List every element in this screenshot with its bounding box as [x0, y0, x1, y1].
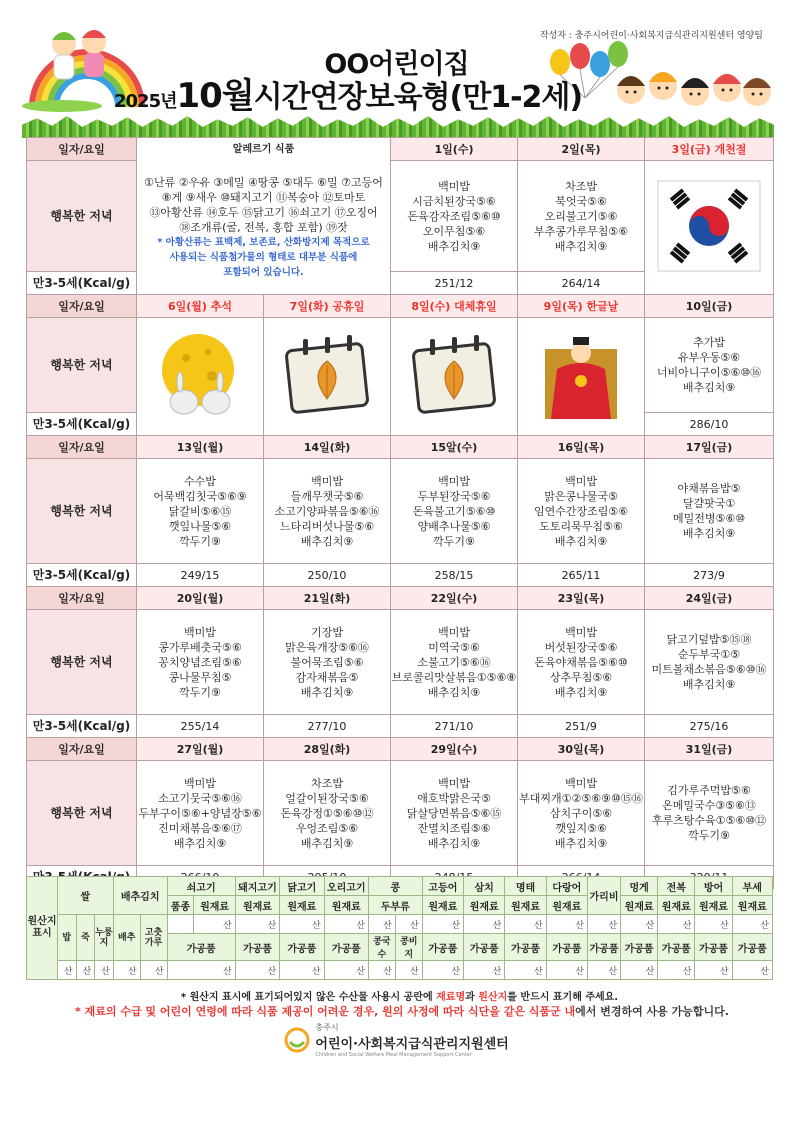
origin-value: 산: [546, 915, 587, 934]
notice2-text-end: 에서 변경하여 사용 가능합니다.: [575, 1005, 729, 1018]
menu-item: 닭고기덮밥⑤⑮⑱: [666, 633, 752, 646]
day-date: 14일(화): [264, 436, 391, 459]
origin-header-row: [27, 877, 773, 896]
menu-item: 김가루주먹밥⑤⑥: [667, 784, 751, 797]
origin-value: 산: [57, 961, 76, 980]
menu-item: 돈육감자조림⑤⑥⑩: [407, 209, 501, 223]
menu-item: 순두부국①⑤: [677, 648, 741, 661]
allergy-note: 포함되어 있습니다.: [223, 266, 304, 278]
day-date: 9일(목) 한글날: [518, 295, 645, 318]
origin-value: 산: [587, 961, 620, 980]
origin-value: 산: [368, 961, 395, 980]
substitution-notice: [22, 1003, 782, 1019]
origin-value: 산: [280, 961, 324, 980]
menu-item: 백미밥: [565, 625, 597, 639]
origin-kimchi-sub: 배추: [113, 915, 140, 961]
origin-fish-header: 가리비: [587, 877, 620, 915]
meal-label: 행복한 저녁: [27, 318, 137, 413]
day-menu: [645, 318, 774, 413]
origin-value: 산: [395, 961, 422, 980]
origin-value: 산: [464, 961, 505, 980]
allergy-note: * 아황산류는 표백제, 보존료, 산화방지제 목적으로: [157, 236, 370, 248]
origin-value: 산: [658, 915, 695, 934]
origin-processed: 가공품: [464, 934, 505, 961]
origin-processed: 가공품: [324, 934, 368, 961]
meal-label: 행복한 저녁: [27, 610, 137, 715]
day-kcal: 251/12: [391, 272, 518, 295]
day-menu: [391, 610, 518, 715]
meal-calendar-table: [26, 137, 774, 889]
center-name: OO어린이집: [324, 49, 469, 80]
origin-value: 산: [76, 961, 95, 980]
origin-raw: 원재료: [422, 896, 463, 915]
menu-item: 부추콩가루무침⑤⑥: [533, 224, 629, 238]
menu-item: 차조밥: [311, 776, 343, 790]
menu-item: 기장밥: [311, 625, 343, 639]
day-date: 31일(금): [645, 738, 774, 761]
origin-value: 산: [658, 961, 695, 980]
date-label: 일자/요일: [27, 436, 137, 459]
king-sejong-icon: [531, 411, 631, 424]
origin-fish-header: 명태: [505, 877, 546, 896]
origin-raw: 원재료: [505, 896, 546, 915]
menu-item: 닭갈비⑤⑥⑮: [168, 504, 232, 518]
origin-processed: 가공품: [422, 934, 463, 961]
origin-value: 산: [167, 961, 235, 980]
menu-item: 맑은콩나물국⑤: [544, 489, 618, 503]
menu-item: 메밀전병⑤⑥⑩: [672, 512, 746, 525]
origin-fish-header: 고등어: [422, 877, 463, 896]
day-kcal: 286/10: [645, 413, 774, 436]
menu-item: 온메밀국수③⑤⑥⑬: [662, 799, 756, 812]
date-row: [27, 738, 774, 761]
menu-item: 오리불고기⑤⑥: [544, 209, 618, 223]
day-menu: [391, 161, 518, 272]
day-date: 27일(월): [137, 738, 264, 761]
title-month: 10월: [176, 76, 254, 116]
menu-item: 도토리묵무침⑤⑥: [539, 519, 623, 533]
header: [0, 0, 793, 140]
kcal-label: 만3-5세(Kcal/g): [27, 413, 137, 436]
menu-item: 양배추나물⑤⑥: [417, 519, 491, 533]
menu-item: 어묵백김칫국⑤⑥⑨: [153, 489, 247, 503]
menu-item: 깍두기⑨: [433, 534, 475, 548]
menu-item: 유부우동⑤⑥: [677, 351, 741, 364]
origin-raw: 원재료: [546, 896, 587, 915]
menu-item: 달걀팟국①: [682, 497, 736, 510]
origin-value: 산: [621, 915, 658, 934]
menu-item: 백미밥: [438, 625, 470, 639]
origin-value: 산: [695, 961, 732, 980]
date-label: 일자/요일: [27, 295, 137, 318]
menu-item: 잔멸치조림⑤⑥: [417, 821, 491, 835]
menu-item: 백미밥: [184, 776, 216, 790]
menu-item: 미역국⑤⑥: [428, 640, 480, 654]
origin-fish-header: 다랑어: [546, 877, 587, 896]
origin-raw: 원재료: [621, 896, 658, 915]
origin-raw: 원재료: [280, 896, 324, 915]
origin-value: 산: [194, 915, 235, 934]
menu-item: 백미밥: [184, 625, 216, 639]
menu-item: 감자채볶음⑤: [295, 670, 359, 684]
title-year: 2025년: [114, 91, 177, 112]
origin-soy: 콩: [368, 877, 422, 896]
day-date: 28일(화): [264, 738, 391, 761]
menu-item: 배추김치⑨: [173, 836, 227, 850]
origin-processed: 가공품: [732, 934, 772, 961]
origin-fish-header: 삼치: [464, 877, 505, 896]
origin-processed: 가공품: [280, 934, 324, 961]
logo-city: 충주시: [315, 1023, 339, 1032]
origin-tofu: 두부류: [368, 896, 422, 915]
day-date: 13일(월): [137, 436, 264, 459]
allergy-legend: [137, 161, 391, 295]
menu-item: 돈육야채볶음⑤⑥⑩: [534, 655, 628, 669]
logo-english: Children and Social Welfare Meal Management Support Center: [315, 1052, 472, 1058]
day-menu: [137, 318, 264, 436]
origin-raw: 원재료: [464, 896, 505, 915]
day-menu: [518, 610, 645, 715]
date-label: 일자/요일: [27, 138, 137, 161]
center-logo: [0, 1022, 793, 1058]
origin-notice: [26, 988, 773, 1003]
day-kcal: 255/14: [137, 715, 264, 738]
day-date: 23일(목): [518, 587, 645, 610]
menu-item: 맑은육개장⑤⑥⑯: [285, 640, 369, 654]
origin-raw: 원재료: [194, 896, 235, 915]
kcal-label: 만3-5세(Kcal/g): [27, 272, 137, 295]
menu-item: 추가밥: [693, 336, 725, 349]
origin-duck: 오리고기: [324, 877, 368, 896]
origin-value: 산: [587, 915, 620, 934]
day-date: 22일(수): [391, 587, 518, 610]
day-menu: [518, 318, 645, 436]
title-program: 시간연장보육형(만1-2세): [253, 80, 583, 115]
kcal-label: 만3-5세(Kcal/g): [27, 564, 137, 587]
day-menu: [137, 761, 264, 866]
day-menu: [518, 161, 645, 272]
calendar-leaf-icon: [408, 405, 500, 418]
menu-item: 배추김치⑨: [682, 527, 736, 540]
menu-item: 배추김치⑨: [427, 685, 481, 699]
menu-item: 깻잎나물⑤⑥: [168, 519, 232, 533]
grass-divider: [22, 116, 774, 138]
menu-item: 야채볶음밥⑤: [677, 482, 741, 495]
day-date: 29일(수): [391, 738, 518, 761]
menu-item: 배추김치⑨: [300, 685, 354, 699]
menu-item: 배추김치⑨: [554, 534, 608, 548]
origin-raw: 원재료: [658, 896, 695, 915]
meal-row: [27, 318, 774, 413]
day-kcal: 249/15: [137, 564, 264, 587]
menu-item: 돈육강정①⑤⑥⑩⑫: [280, 806, 374, 820]
origin-processed: 가공품: [621, 934, 658, 961]
origin-value: 산: [505, 961, 546, 980]
menu-item: 수수밥: [184, 474, 216, 488]
origin-value: 산: [95, 961, 114, 980]
origin-value: 산: [113, 961, 140, 980]
day-menu: [391, 459, 518, 564]
origin-processed: 가공품: [505, 934, 546, 961]
notice1-highlight-origin: 원산지: [478, 992, 508, 1003]
kcal-label: 만3-5세(Kcal/g): [27, 715, 137, 738]
menu-item: 얼갈이된장국⑤⑥: [285, 791, 369, 805]
menu-item: 버섯된장국⑤⑥: [544, 640, 618, 654]
menu-item: 배추김치⑨: [554, 239, 608, 253]
origin-processed: 가공품: [235, 934, 279, 961]
day-kcal: 250/10: [264, 564, 391, 587]
day-date: 21일(화): [264, 587, 391, 610]
menu-item: 배추김치⑨: [427, 836, 481, 850]
menu-item: 우엉조림⑤⑥: [295, 821, 359, 835]
day-menu: [645, 161, 774, 295]
allergy-note: 사용되는 식품첨가물의 형태로 대부분 식품에: [169, 251, 358, 263]
menu-item: 배추김치⑨: [682, 381, 736, 394]
menu-item: 백미밥: [438, 776, 470, 790]
menu-item: 백미밥: [438, 474, 470, 488]
origin-value: 산: [422, 915, 463, 934]
origin-rice-sub: 죽: [76, 915, 95, 961]
menu-item: 미트볼채소볶음⑤⑥⑩⑯: [651, 663, 767, 676]
day-date: 20일(월): [137, 587, 264, 610]
day-menu: [137, 459, 264, 564]
menu-item: 후루츠탕수육①⑤⑥⑩⑫: [651, 814, 767, 827]
origin-value: 산: [422, 961, 463, 980]
date-row: [27, 436, 774, 459]
logo-name: 어린이·사회복지급식관리지원센터: [315, 1037, 509, 1052]
origin-processed: 가공품: [546, 934, 587, 961]
day-kcal: 273/9: [645, 564, 774, 587]
allergy-line: ⑧게 ⑨새우 ⑩돼지고기 ⑪복숭아 ⑫토마토: [161, 190, 366, 204]
origin-fish-header: 전복: [658, 877, 695, 896]
origin-rice-sub: 누룽지: [95, 915, 114, 961]
menu-item: 깍두기⑨: [179, 534, 221, 548]
menu-item: 꽁치양념조림⑤⑥: [158, 655, 242, 669]
meal-row: [27, 761, 774, 866]
origin-soy-noodle: 콩국수: [368, 934, 395, 961]
meal-row: [27, 610, 774, 715]
menu-item: 백미밥: [438, 179, 470, 193]
menu-item: 느타리버섯나물⑤⑥: [279, 519, 375, 533]
origin-value: 산: [140, 961, 167, 980]
day-date: 8일(수) 대체휴일: [391, 295, 518, 318]
date-row: [27, 295, 774, 318]
meal-label: 행복한 저녁: [27, 459, 137, 564]
allergy-line: ⑱조개류(굴, 전복, 홍합 포함) ⑲잣: [179, 220, 348, 234]
day-menu: [391, 761, 518, 866]
day-menu: [264, 318, 391, 436]
day-menu: [137, 610, 264, 715]
day-date: 15알(수): [391, 436, 518, 459]
notice1-text: * 원산지 표시에 표기되어있지 않은 수산물 사용시 공란에: [180, 992, 433, 1003]
origin-value: 산: [324, 961, 368, 980]
origin-raw: 원재료: [732, 896, 772, 915]
notice1-highlight-material: 재료명: [436, 992, 466, 1003]
day-menu: [264, 761, 391, 866]
kcal-row: [27, 564, 774, 587]
menu-item: 임연수간장조림⑤⑥: [533, 504, 629, 518]
origin-processed: 가공품: [658, 934, 695, 961]
origin-processed: 가공품: [695, 934, 732, 961]
origin-label: 원산지 표시: [27, 877, 58, 980]
notice2-text: * 재료의 수급 및 어린이 연령에 따라 식품 제공이 어려운 경우, 원의 사정에 따라 식단을 같은 식품군 내: [75, 1005, 576, 1018]
origin-raw-values-row: [27, 915, 773, 934]
menu-item: 상추무침⑤⑥: [549, 670, 613, 684]
day-menu: [391, 318, 518, 436]
menu-item: 삼치구이⑤⑥: [549, 806, 613, 820]
menu-item: 백미밥: [311, 474, 343, 488]
day-menu: [645, 610, 774, 715]
origin-value: 산: [464, 915, 505, 934]
day-date: 24일(금): [645, 587, 774, 610]
menu-item: 불어묵조림⑤⑥: [290, 655, 364, 669]
menu-item: 깍두기⑨: [688, 829, 730, 842]
author-note: 작성자 : 충주시어린이·사회복지급식관리지원센터 영양팀: [539, 31, 763, 41]
menu-item: 닭살당면볶음⑤⑥⑮: [406, 806, 502, 820]
day-menu: [645, 761, 774, 866]
menu-item: 콩나물무침⑤: [168, 670, 232, 684]
origin-rice: 쌀: [57, 877, 113, 915]
origin-processed-values-row: [27, 961, 773, 980]
meal-row: [27, 161, 774, 272]
origin-kimchi-sub: 고춧가루: [140, 915, 167, 961]
day-kcal: 251/9: [518, 715, 645, 738]
day-date: 16일(목): [518, 436, 645, 459]
menu-item: 오이무침⑤⑥: [422, 224, 486, 238]
allergy-header: 알레르기 식품: [137, 138, 391, 161]
day-date: 17일(금): [645, 436, 774, 459]
origin-value: [167, 915, 194, 934]
menu-item: 북엇국⑤⑥: [555, 194, 607, 208]
date-label: 일자/요일: [27, 738, 137, 761]
origin-value: 산: [235, 915, 279, 934]
origin-fish-header: 멍게: [621, 877, 658, 896]
day-date: 2일(목): [518, 138, 645, 161]
origin-fish-header: 부세: [732, 877, 772, 896]
menu-item: 돈육불고기⑤⑥⑩: [412, 504, 496, 518]
origin-value: 산: [280, 915, 324, 934]
meal-label: 행복한 저녁: [27, 161, 137, 272]
day-date: 3일(금) 개천절: [645, 138, 774, 161]
menu-item: 백미밥: [565, 474, 597, 488]
day-menu: [264, 459, 391, 564]
date-label: 일자/요일: [27, 587, 137, 610]
menu-item: 두부된장국⑤⑥: [417, 489, 491, 503]
origin-fish-header: 방어: [695, 877, 732, 896]
menu-item: 배추김치⑨: [554, 836, 608, 850]
meal-label: 행복한 저녁: [27, 761, 137, 866]
menu-item: 깍두기⑨: [179, 685, 221, 699]
menu-item: 애호박맑은국⑤: [417, 791, 491, 805]
menu-item: 들깨무챗국⑤⑥: [290, 489, 364, 503]
kcal-row: [27, 715, 774, 738]
menu-item: 배추김치⑨: [427, 239, 481, 253]
moon-rabbit-icon: [150, 410, 250, 423]
day-kcal: 277/10: [264, 715, 391, 738]
origin-label-table: [26, 876, 773, 980]
calendar-leaf-icon: [281, 405, 373, 418]
day-date: 1일(수): [391, 138, 518, 161]
origin-value: 산: [235, 961, 279, 980]
origin-value: 산: [368, 915, 395, 934]
origin-value: 산: [324, 915, 368, 934]
menu-item: 콩가루배춧국⑤⑥: [158, 640, 242, 654]
day-menu: [518, 761, 645, 866]
center-logo-icon: [284, 1027, 310, 1053]
day-kcal: 258/15: [391, 564, 518, 587]
day-date: 6일(월) 추석: [137, 295, 264, 318]
day-menu: [645, 459, 774, 564]
day-date: 10일(금): [645, 295, 774, 318]
origin-value: 산: [732, 961, 772, 980]
day-kcal: 271/10: [391, 715, 518, 738]
origin-value: 산: [695, 915, 732, 934]
menu-item: 백미밥: [565, 776, 597, 790]
day-kcal: 275/16: [645, 715, 774, 738]
origin-rice-sub: 밥: [57, 915, 76, 961]
menu-item: 깻잎지⑤⑥: [555, 821, 607, 835]
origin-beef: 쇠고기: [167, 877, 235, 896]
menu-item: 배추김치⑨: [554, 685, 608, 699]
menu-item: 시금치된장국⑤⑥: [412, 194, 496, 208]
origin-soy-pulp: 콩비지: [395, 934, 422, 961]
menu-item: 너비아니구이⑤⑥⑩⑯: [656, 366, 762, 379]
origin-value: 산: [546, 961, 587, 980]
allergy-line: ⑬아황산류 ⑭호두 ⑮닭고기 ⑯쇠고기 ⑰오징어: [149, 205, 378, 219]
day-kcal: 265/11: [518, 564, 645, 587]
korean-flag-icon: [657, 262, 761, 275]
menu-item: 소불고기⑤⑥⑯: [417, 655, 491, 669]
menu-item: 브로콜리맛살볶음①⑤⑥⑧: [391, 670, 517, 684]
menu-item: 소고기뭇국⑤⑥⑯: [158, 791, 242, 805]
day-kcal: 264/14: [518, 272, 645, 295]
day-date: 30일(목): [518, 738, 645, 761]
date-row: [27, 138, 774, 161]
notice1-text-end: 를 반드시 표기해 주세요.: [507, 992, 619, 1003]
day-date: 7일(화) 공휴일: [264, 295, 391, 318]
origin-value: 산: [395, 915, 422, 934]
origin-raw: 원재료: [235, 896, 279, 915]
meal-row: [27, 459, 774, 564]
origin-chicken: 닭고기: [280, 877, 324, 896]
origin-value: 산: [621, 961, 658, 980]
origin-value: 산: [505, 915, 546, 934]
menu-item: 배추김치⑨: [300, 534, 354, 548]
menu-item: 소고기양파볶음⑤⑥⑯: [274, 504, 380, 518]
date-row: [27, 587, 774, 610]
menu-item: 진미채볶음⑤⑥⑰: [158, 821, 242, 835]
origin-processed: 가공품: [587, 934, 620, 961]
origin-breed: 품종: [167, 896, 194, 915]
day-menu: [264, 610, 391, 715]
menu-item: 부대찌개①②⑤⑥⑨⑩⑮⑯: [519, 791, 643, 805]
menu-item: 배추김치⑨: [682, 678, 736, 691]
origin-processed: 가공품: [167, 934, 235, 961]
menu-title: [114, 68, 582, 117]
origin-pork: 돼지고기: [235, 877, 279, 896]
origin-value: 산: [732, 915, 772, 934]
origin-kimchi: 배추김치: [113, 877, 167, 915]
notice1-text-mid: 과: [465, 992, 475, 1003]
menu-item: 두부구이⑤⑥+양념장⑤⑥: [138, 806, 262, 820]
allergy-line: ①난류 ②우유 ③메밀 ④땅콩 ⑤대두 ⑥밀 ⑦고등어: [144, 175, 383, 189]
menu-item: 배추김치⑨: [300, 836, 354, 850]
origin-raw: 원재료: [695, 896, 732, 915]
menu-item: 차조밥: [565, 179, 597, 193]
origin-raw: 원재료: [324, 896, 368, 915]
day-menu: [518, 459, 645, 564]
